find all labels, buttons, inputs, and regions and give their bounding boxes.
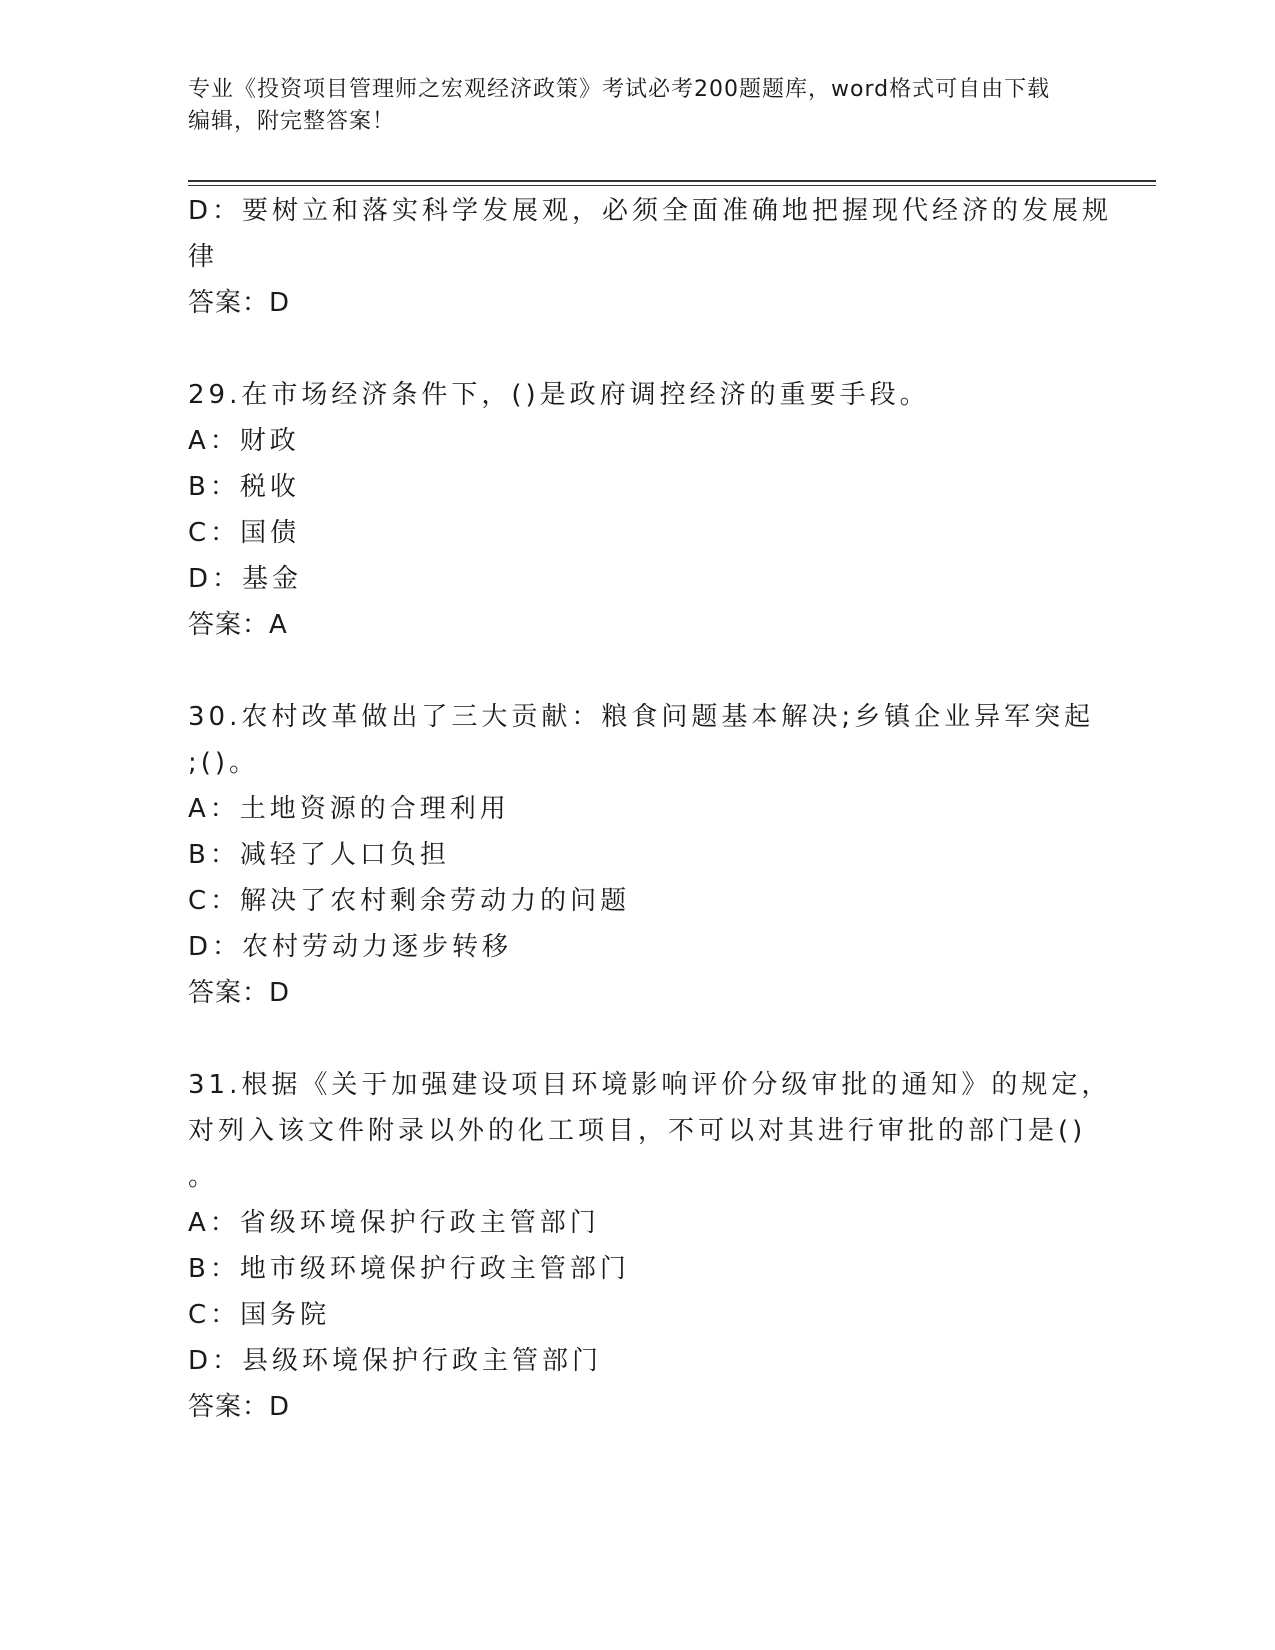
spacer — [188, 326, 1088, 372]
question-stem-cont: ;()。 — [188, 748, 260, 778]
question-stem: 29.在市场经济条件下，()是政府调控经济的重要手段。 — [188, 380, 930, 410]
option-line: 律 — [188, 242, 219, 272]
answer-line: 答案：A — [188, 610, 288, 640]
question-stem: 30.农村改革做出了三大贡献：粮食问题基本解决;乡镇企业异军突起 — [188, 702, 1095, 732]
option-c: C：解决了农村剩余劳动力的问题 — [188, 886, 631, 916]
option-d: D：农村劳动力逐步转移 — [188, 932, 513, 962]
option-b: B：地市级环境保护行政主管部门 — [188, 1254, 630, 1284]
question-30 — [188, 694, 1095, 1016]
answer-line: 答案：D — [188, 978, 291, 1008]
option-c: C：国务院 — [188, 1300, 331, 1330]
question-stem-cont: 对列入该文件附录以外的化工项目，不可以对其进行审批的部门是() — [188, 1116, 1087, 1146]
option-a: A：财政 — [188, 426, 300, 456]
spacer — [188, 1016, 1088, 1062]
document-header: 专业《投资项目管理师之宏观经济政策》考试必考200题题库，word格式可自由下载编辑，附完整答案！ — [188, 77, 1051, 134]
option-b: B：减轻了人口负担 — [188, 840, 450, 870]
option-line: D：要树立和落实科学发展观，必须全面准确地把握现代经济的发展规 — [188, 196, 1113, 226]
option-b: B：税收 — [188, 472, 300, 502]
option-a: A：省级环境保护行政主管部门 — [188, 1208, 600, 1238]
question-content — [188, 188, 1113, 1430]
question-stem: 31.根据《关于加强建设项目环境影响评价分级审批的通知》的规定， — [188, 1070, 1112, 1100]
answer-line: 答案：D — [188, 1392, 291, 1422]
header-rule-thin — [188, 185, 1156, 186]
question-fragment — [188, 188, 1113, 326]
question-29 — [188, 372, 1088, 648]
header-rule — [188, 180, 1156, 182]
question-31 — [188, 1062, 1112, 1430]
spacer — [188, 648, 1088, 694]
option-c: C：国债 — [188, 518, 301, 548]
option-d: D：县级环境保护行政主管部门 — [188, 1346, 603, 1376]
question-stem-cont: 。 — [188, 1162, 219, 1192]
option-d: D：基金 — [188, 564, 303, 594]
option-a: A：土地资源的合理利用 — [188, 794, 510, 824]
answer-line: 答案：D — [188, 288, 291, 318]
